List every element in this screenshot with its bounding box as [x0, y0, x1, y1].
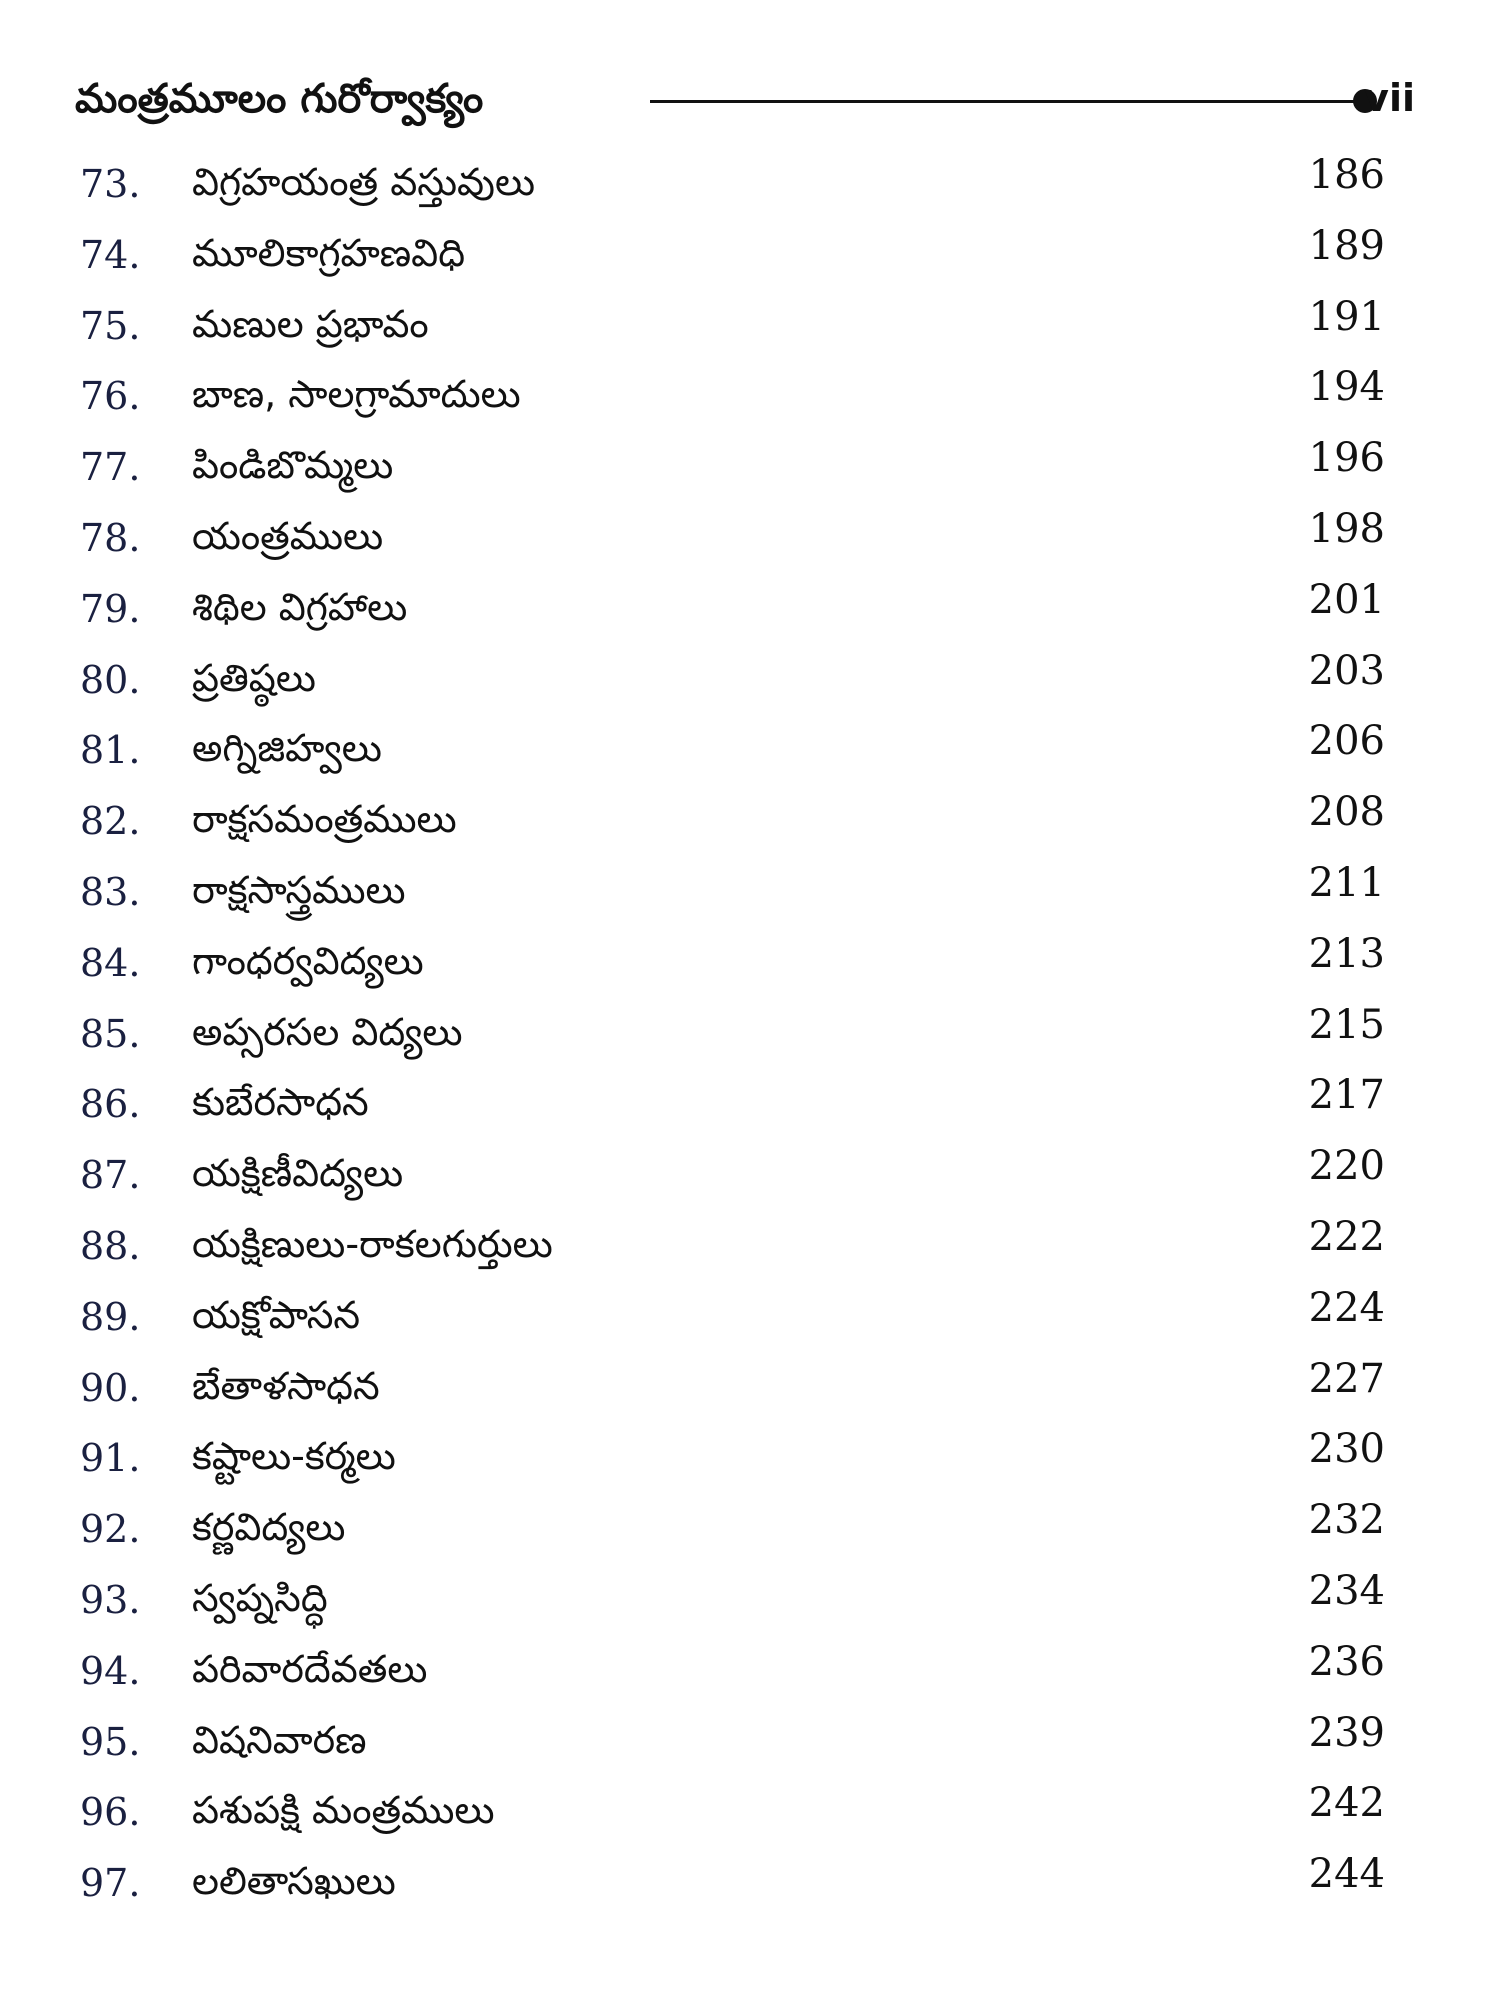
toc-entry-title: శిథిల విగ్రహాలు: [192, 584, 408, 629]
running-header-title: మంత్రమూలం గురోర్వాక్యం: [75, 76, 484, 122]
toc-entry-page: 191: [1308, 293, 1385, 340]
toc-entry-title: అగ్నిజిహ్వలు: [192, 726, 382, 771]
toc-entry-page: 211: [1308, 859, 1385, 906]
toc-entry-number: 80.: [80, 657, 141, 702]
toc-entry: [0, 1708, 1500, 1779]
toc-entry-page: 244: [1308, 1851, 1385, 1898]
toc-entry: [0, 716, 1500, 787]
toc-entry: [0, 150, 1500, 221]
toc-entry: [0, 858, 1500, 929]
toc-entry-page: 203: [1308, 647, 1385, 694]
toc-entry-number: 92.: [80, 1507, 141, 1552]
toc-entry: [0, 1070, 1500, 1141]
toc-entry-title: విషనివారణ: [192, 1717, 367, 1762]
toc-entry-title: పశుపక్షి మంత్రములు: [192, 1788, 495, 1833]
toc-entry-page: 206: [1308, 718, 1385, 765]
header-rule: [650, 100, 1365, 103]
toc-entry-page: 242: [1308, 1780, 1385, 1827]
toc-entry: [0, 1141, 1500, 1212]
toc-entry: [0, 1849, 1500, 1920]
toc-entry-number: 75.: [80, 303, 141, 348]
toc-entry-page: 220: [1308, 1143, 1385, 1190]
toc-entry: [0, 504, 1500, 575]
toc-entry-number: 96.: [80, 1790, 141, 1835]
toc-entry-number: 73.: [80, 162, 141, 206]
toc-entry-title: పరివారదేవతలు: [192, 1646, 428, 1691]
toc-entry-number: 81.: [80, 728, 141, 773]
toc-entry-title: రాక్షసాస్త్రములు: [192, 867, 406, 912]
toc-entry-page: 234: [1308, 1567, 1385, 1614]
toc-entry-number: 90.: [80, 1365, 141, 1410]
toc-entry-page: 232: [1308, 1497, 1385, 1544]
toc-entry: [0, 929, 1500, 1000]
toc-entry-page: 186: [1308, 152, 1385, 198]
toc-entry-number: 74.: [80, 232, 141, 277]
toc-entry-title: బేతాళసాధన: [192, 1363, 380, 1408]
toc-entry-number: 94.: [80, 1648, 141, 1693]
toc-entry: [0, 1283, 1500, 1354]
toc-entry-number: 76.: [80, 374, 141, 419]
toc-entry-number: 88.: [80, 1223, 141, 1268]
toc-entry-title: మూలికాగ్రహణవిధి: [192, 230, 466, 275]
toc-entry-title: పిండిబొమ్మలు: [192, 443, 394, 488]
toc-entry: [0, 646, 1500, 717]
toc-entry-page: 224: [1308, 1284, 1385, 1331]
toc-entry-page: 208: [1308, 789, 1385, 836]
toc-entry: [0, 1495, 1500, 1566]
toc-entry: [0, 575, 1500, 646]
toc-entry: [0, 787, 1500, 858]
table-of-contents: [0, 150, 1500, 1920]
toc-entry-title: ప్రతిష్ఠలు: [192, 655, 316, 700]
toc-entry-page: 201: [1308, 576, 1385, 623]
toc-entry-number: 86.: [80, 1082, 141, 1127]
toc-entry: [0, 1424, 1500, 1495]
toc-entry-page: 194: [1308, 364, 1385, 411]
toc-entry-title: మణుల ప్రభావం: [192, 301, 429, 346]
toc-entry-title: విగ్రహయంత్ర వస్తువులు: [192, 160, 536, 204]
toc-entry: [0, 1778, 1500, 1849]
toc-entry-page: 217: [1308, 1072, 1385, 1119]
toc-entry-number: 82.: [80, 799, 141, 844]
toc-entry-page: 196: [1308, 435, 1385, 482]
toc-entry-title: బాణ, సాలగ్రామాదులు: [192, 372, 521, 417]
toc-entry-number: 77.: [80, 445, 141, 490]
toc-entry-page: 222: [1308, 1213, 1385, 1260]
toc-entry: [0, 1212, 1500, 1283]
toc-entry: [0, 1637, 1500, 1708]
toc-entry-title: లలితాసఖులు: [192, 1859, 396, 1904]
toc-entry-number: 85.: [80, 1011, 141, 1056]
toc-entry-page: 213: [1308, 930, 1385, 977]
toc-entry-title: అప్సరసల విద్యలు: [192, 1009, 463, 1054]
toc-entry: [0, 1566, 1500, 1637]
toc-entry-number: 84.: [80, 940, 141, 985]
toc-entry: [0, 221, 1500, 292]
toc-entry-title: యక్షిణీవిద్యలు: [192, 1151, 404, 1196]
toc-entry: [0, 362, 1500, 433]
toc-entry-page: 227: [1308, 1355, 1385, 1402]
page-number: vii: [1364, 76, 1415, 120]
toc-entry-number: 78.: [80, 515, 141, 560]
toc-entry-number: 97.: [80, 1861, 141, 1906]
toc-entry-title: గాంధర్వవిద్యలు: [192, 938, 424, 983]
toc-entry: [0, 292, 1500, 363]
toc-entry: [0, 1000, 1500, 1071]
toc-entry: [0, 1354, 1500, 1425]
toc-entry-page: 236: [1308, 1638, 1385, 1685]
toc-entry-title: కష్టాలు-కర్మలు: [192, 1434, 396, 1479]
toc-entry-title: యంత్రములు: [192, 513, 384, 558]
toc-entry-title: స్వప్నసిద్ధి: [192, 1575, 328, 1620]
toc-entry-title: కుబేరసాధన: [192, 1080, 369, 1125]
toc-entry-number: 89.: [80, 1294, 141, 1339]
toc-entry: [0, 433, 1500, 504]
toc-entry-title: రాక్షసమంత్రములు: [192, 797, 457, 842]
running-header: [75, 70, 1415, 130]
toc-entry-title: యక్షిణులు-రాకలగుర్తులు: [192, 1221, 553, 1266]
toc-entry-page: 215: [1308, 1001, 1385, 1048]
toc-entry-number: 83.: [80, 869, 141, 914]
toc-entry-number: 87.: [80, 1153, 141, 1198]
toc-entry-page: 230: [1308, 1426, 1385, 1473]
toc-entry-title: యక్షోపాసన: [192, 1292, 361, 1337]
toc-entry-page: 198: [1308, 505, 1385, 552]
toc-entry-title: కర్ణవిద్యలు: [192, 1505, 346, 1550]
toc-entry-number: 79.: [80, 586, 141, 631]
toc-entry-number: 91.: [80, 1436, 141, 1481]
toc-entry-page: 189: [1308, 222, 1385, 269]
toc-entry-page: 239: [1308, 1709, 1385, 1756]
toc-entry-number: 93.: [80, 1577, 141, 1622]
toc-entry-number: 95.: [80, 1719, 141, 1764]
